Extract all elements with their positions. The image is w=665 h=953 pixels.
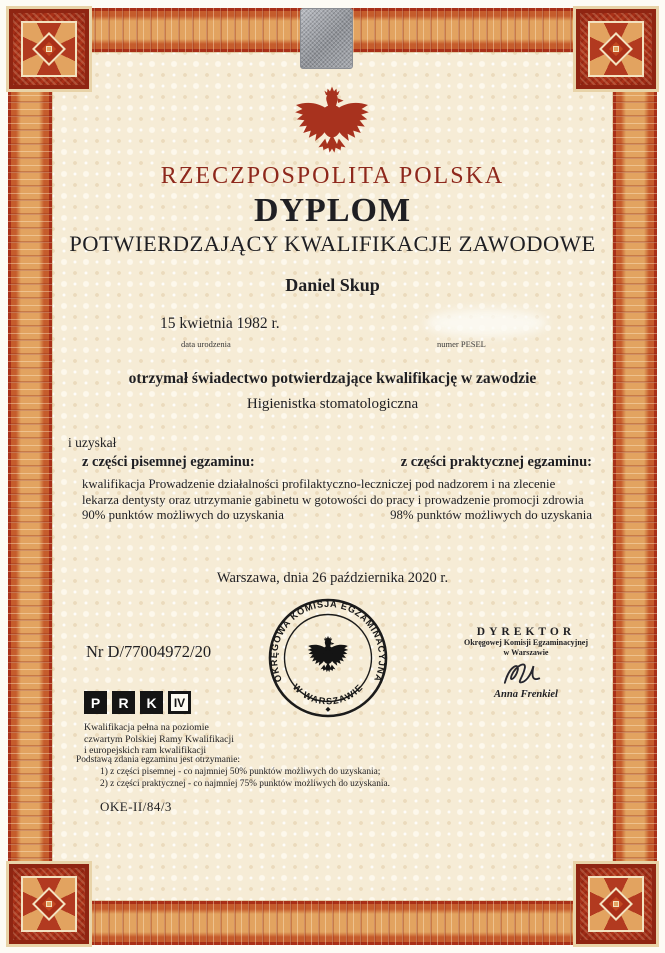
seal-ring-text-bottom: W WARSZAWIE xyxy=(290,681,366,707)
eagle-emblem-icon xyxy=(292,84,372,166)
director-block xyxy=(428,626,624,700)
holder-name: Daniel Skup xyxy=(285,275,380,295)
form-code: OKE-II/84/3 xyxy=(100,799,172,814)
birth-date: 15 kwietnia 1982 r. xyxy=(160,315,280,332)
footnote-item: 1) z części pisemnej - co najmniej 50% punktów możliwych do uzyskania; xyxy=(100,767,381,777)
director-title: DYREKTOR xyxy=(476,626,576,638)
footnote-intro: Podstawą zdania egzaminu jest otrzymanie: xyxy=(76,755,241,765)
practical-score: 98% punktów możliwych do uzyskania xyxy=(390,508,592,522)
hologram-sticker xyxy=(300,8,353,69)
corner-ornament-top-right xyxy=(573,6,659,92)
official-seal xyxy=(266,596,390,720)
signature-scribble xyxy=(497,659,555,689)
pesel-label: numer PESEL xyxy=(437,339,486,349)
director-org-line1: Okręgowej Komisji Egzaminacyjnej xyxy=(464,638,588,647)
corner-ornament-top-left xyxy=(6,6,92,92)
director-name: Anna Frenkiel xyxy=(494,689,558,700)
seal-separator-glyph: ◆ xyxy=(325,706,331,713)
corner-ornament-bottom-left xyxy=(6,861,92,947)
prk-badge xyxy=(84,691,191,714)
prk-description-line: czwartym Polskiej Ramy Kwalifikacji xyxy=(84,733,234,745)
birth-date-label: data urodzenia xyxy=(181,339,231,349)
director-org-line2: w Warszawie xyxy=(503,647,549,657)
qualification-description: kwalifikacja Prowadzenie działalności profilaktyczno-leczniczej pod nadzorem i na zlecenie lekarza dentysty oraz utrzymanie gabinetu w gotowości do pracy i prowadzenie promocji zdrowia xyxy=(82,477,584,507)
corner-ornament-core xyxy=(613,46,619,52)
written-score: 90% punktów możliwych do uzyskania xyxy=(82,508,284,522)
corner-ornament-bottom-right xyxy=(573,861,659,947)
prk-letter-r: R xyxy=(112,691,135,714)
prk-letter-k: K xyxy=(140,691,163,714)
practical-exam-label: z części praktycznej egzaminu: xyxy=(400,454,592,470)
seal-eagle-icon xyxy=(308,636,348,672)
written-exam-label: z części pisemnej egzaminu: xyxy=(82,454,255,470)
footnote-item: 2) z części praktycznej - co najmniej 75% punktów możliwych do uzyskania. xyxy=(100,779,391,789)
document-number: Nr D/77004972/20 xyxy=(86,642,212,661)
prk-letter-p: P xyxy=(84,691,107,714)
place-and-date: Warszawa, dnia 26 października 2020 r. xyxy=(216,570,449,586)
border-band-right xyxy=(613,10,657,943)
prk-level: IV xyxy=(168,691,191,714)
border-band-bottom xyxy=(10,901,655,945)
seal-ring-text-top: OKRĘGOWA KOMISJA EGZAMINACYJNA xyxy=(268,598,388,684)
corner-ornament-core xyxy=(46,46,52,52)
corner-ornament-core xyxy=(613,901,619,907)
prk-description-line: i europejskich ram kwalifikacji xyxy=(84,745,207,757)
prk-description xyxy=(84,722,234,757)
profession-name: Higienistka stomatologiczna xyxy=(246,396,419,412)
pesel-smudge xyxy=(425,309,547,337)
award-statement: otrzymał świadectwo potwierdzające kwalifikację w zawodzie xyxy=(128,370,537,387)
svg-text:W WARSZAWIE xyxy=(291,682,365,706)
country-title: RZECZPOSPOLITA POLSKA xyxy=(160,163,505,189)
obtained-text: i uzyskał xyxy=(68,435,117,450)
diploma-subtitle: POTWIERDZAJĄCY KWALIFIKACJE ZAWODOWE xyxy=(69,231,596,256)
border-band-left xyxy=(8,10,52,943)
prk-description-line: Kwalifikacja pełna na poziomie xyxy=(84,722,209,733)
corner-ornament-core xyxy=(46,901,52,907)
diploma-title: DYPLOM xyxy=(253,192,412,229)
